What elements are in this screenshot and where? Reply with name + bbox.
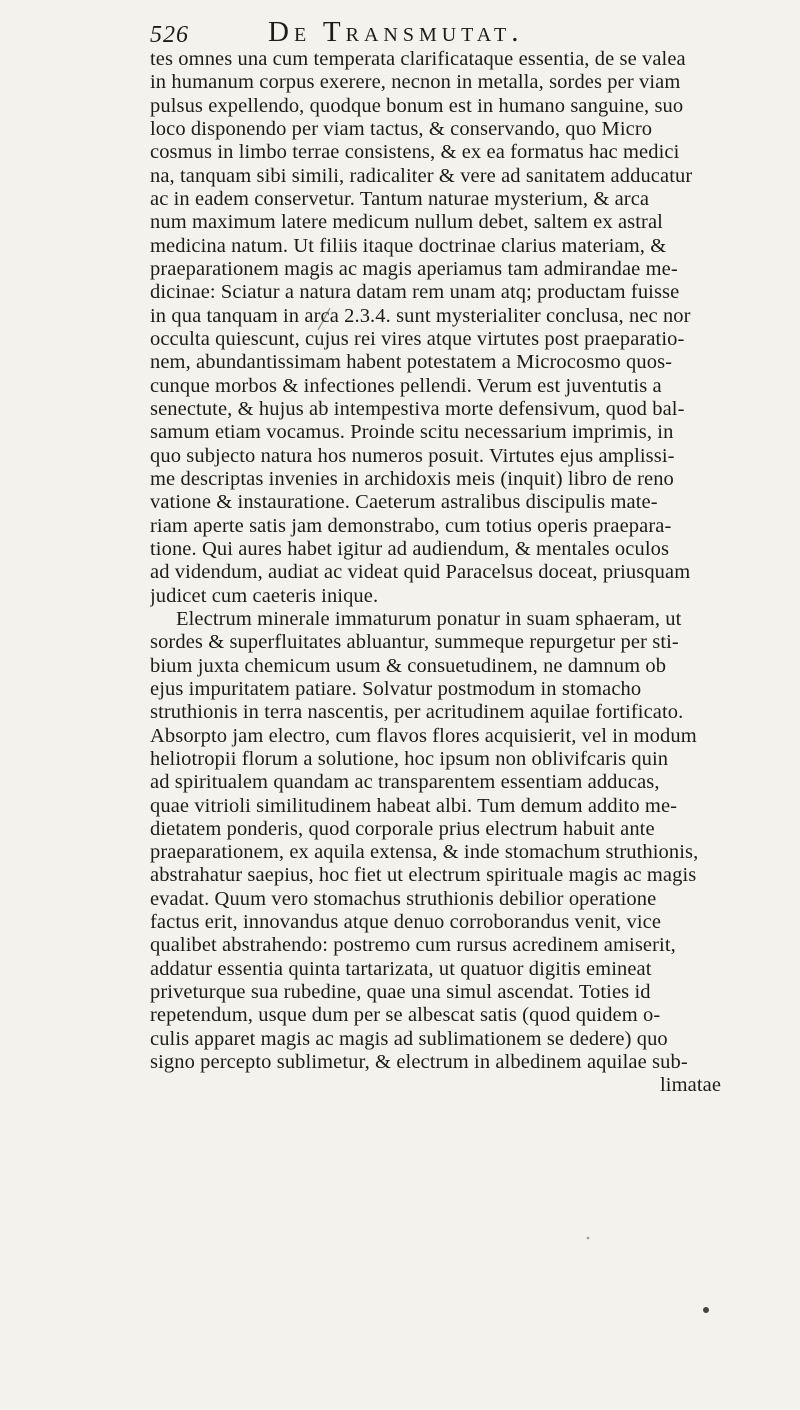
page-number: 526: [150, 22, 189, 48]
text-line: riam aperte satis jam demonstrabo, cum totius operis praepara-: [150, 514, 672, 537]
text-line: addatur essentia quinta tartarizata, ut quatuor digitis emineat: [150, 957, 652, 980]
text-line: ad spiritualem quandam ac transparentem essentiam adducas,: [150, 771, 660, 794]
text-line: cunque morbos & infectiones pellendi. Verum est juventutis a: [150, 374, 662, 397]
text-line: factus erit, innovandus atque denuo corroborandus venit, vice: [150, 911, 662, 934]
text-line: senectute, & hujus ab intempestiva morte defensivum, quod bal-: [150, 397, 685, 420]
text-line: sordes & superfluitates abluantur, summeque repurgetur per sti-: [150, 631, 679, 654]
text-line: struthionis in terra nascentis, per acritudinem aquilae fortificato.: [150, 701, 684, 724]
text-line: ad videndum, audiat ac videat quid Paracelsus doceat, priusquam: [150, 561, 691, 584]
text-line: ac in eadem conservetur. Tantum naturae mysterium, & arca: [150, 187, 650, 210]
text-line: quo subjecto natura hos numeros posuit. Virtutes ejus amplissi-: [150, 444, 675, 467]
paragraph-start-line: Electrum minerale immaturum ponatur in suam sphaeram, ut: [176, 607, 682, 630]
text-line: medicina natum. Ut filiis itaque doctrinae clarius materiam, &: [150, 234, 667, 257]
page-header: [0, 14, 800, 48]
text-line: in humanum corpus exerere, necnon in metalla, sordes per viam: [150, 71, 681, 94]
text-line: cosmus in limbo terrae consistens, & ex ea formatus hac medici: [150, 141, 680, 164]
text-line: tes omnes una cum temperata clarificataque essentia, de se valea: [150, 48, 686, 70]
text-line: vatione & instauratione. Caeterum astralibus discipulis mate-: [150, 491, 658, 514]
text-line: Absorpto jam electro, cum flavos flores acquisierit, vel in modum: [150, 724, 697, 747]
text-line: evadat. Quum vero stomachus struthionis debilior operatione: [150, 887, 657, 910]
body-text: [150, 48, 800, 1098]
text-line: qualibet abstrahendo: postremo cum rursus acredinem amiserit,: [150, 934, 676, 957]
text-line: dicinae: Sciatur a natura datam rem unam atq; productam fuisse: [150, 281, 680, 304]
catchword: limatae: [660, 1074, 722, 1097]
running-title: De Transmutat.: [268, 16, 524, 48]
text-line: in qua tanquam in arca 2.3.4. sunt mysterialiter conclusa, nec nor: [150, 304, 691, 327]
text-line: priveturque sua rubedine, quae una simul ascendat. Toties id: [150, 981, 651, 1004]
text-line: pulsus expellendo, quodque bonum est in humano sanguine, suo: [150, 94, 684, 117]
text-line: ejus impuritatem patiare. Solvatur postmodum in stomacho: [150, 677, 642, 700]
text-line: abstrahatur saepius, hoc fiet ut electrum spirituale magis ac magis: [150, 864, 697, 887]
text-line: num maximum latere medicum nullum debet, saltem ex astral: [150, 211, 663, 234]
text-line: bium juxta chemicum usum & consuetudinem, ne damnum ob: [150, 654, 667, 677]
text-line: signo percepto sublimetur, & electrum in albedinem aquilae sub-: [150, 1051, 688, 1074]
text-line: na, tanquam sibi simili, radicaliter & vere ad sanitatem adducatur: [150, 164, 693, 187]
text-line: heliotropii florum a solutione, hoc ipsum non oblivifcaris quin: [150, 747, 669, 770]
text-line: tione. Qui aures habet igitur ad audiendum, & mentales oculos: [150, 537, 670, 560]
text-line: culis apparet magis ac magis ad sublimationem se dedere) quo: [150, 1027, 668, 1050]
text-line: samum etiam vocamus. Proinde scitu necessarium imprimis, in: [150, 421, 674, 444]
text-line: praeparationem magis ac magis aperiamus tam admirandae me-: [150, 257, 678, 280]
ink-speck: [703, 1307, 709, 1313]
text-line: quae vitrioli similitudinem habeat albi. Tum demum addito me-: [150, 794, 678, 817]
ink-speck: [587, 1237, 590, 1240]
text-line: nem, abundantissimam habent potestatem a Microcosmo quos-: [150, 351, 673, 374]
text-line: occulta quiescunt, cujus rei vires atque virtutes post praeparatio-: [150, 327, 685, 350]
text-line: repetendum, usque dum per se albescat satis (quod quidem o-: [150, 1004, 661, 1027]
text-line: judicet cum caeteris inique.: [150, 584, 379, 607]
text-line: loco disponendo per viam tactus, & conservando, quo Micro: [150, 117, 653, 140]
text-line: praeparationem, ex aquila extensa, & inde stomachum struthionis,: [150, 841, 699, 864]
text-line: me descriptas invenies in archidoxis meis (inquit) libro de reno: [150, 467, 674, 490]
text-line: dietatem ponderis, quod corporale prius electrum habuit ante: [150, 817, 655, 840]
